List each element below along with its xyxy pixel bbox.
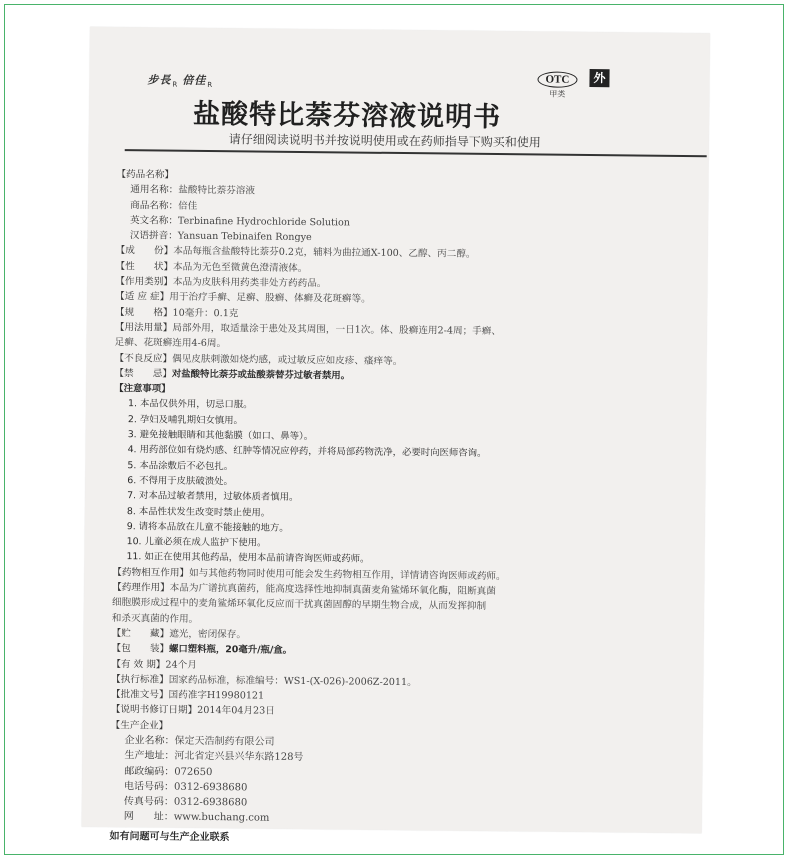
info-label: 【贮 藏】 [111, 627, 170, 640]
precaution-item: 1. 本品仅供外用，切忌口服。 [128, 398, 253, 411]
info-value: 遮光，密闭保存。 [169, 628, 247, 641]
info-value: 本品每瓶含盐酸特比萘芬0.2克，辅料为曲拉通X-100、乙醇、丙二醇。 [173, 246, 476, 261]
info-value: 对盐酸特比萘芬或盐酸萘替芬过敏者禁用。 [171, 368, 351, 382]
info-value: 螺口塑料瓶，20毫升/瓶/盒。 [169, 643, 293, 657]
info-value: 细胞膜形成过程中的麦角鲨烯环氧化反应而干扰真菌固醇的早期生物合成，从而发挥抑制 [111, 597, 487, 613]
info-value: 0312-6938680 [174, 781, 248, 794]
precautions-list [112, 396, 694, 570]
info-value: 偶见皮肤刺激如烧灼感，或过敏反应如皮疹、瘙痒等。 [172, 353, 403, 367]
info-label: 生产地址： [124, 750, 175, 762]
section-header-precautions: 【注意事项】 [114, 383, 171, 395]
info-label: 【规 格】 [114, 306, 173, 319]
info-value: 倍佳 [178, 200, 198, 212]
otc-class: 甲类 [549, 89, 566, 99]
info-value: 和杀灭真菌的作用。 [111, 612, 199, 625]
section-list [114, 244, 695, 388]
info-label: 【批准文号】 [110, 689, 169, 701]
info-label: 【包 装】 [111, 643, 170, 655]
info-label: 【禁 忌】 [114, 367, 173, 380]
info-value: 本品为皮肤科用药类非处方药药品。 [172, 276, 327, 290]
company-list [110, 733, 691, 831]
info-label: 商品名称： [130, 199, 179, 212]
title-divider [125, 149, 707, 157]
precaution-item: 2. 孕妇及哺乳期妇女慎用。 [127, 413, 244, 427]
info-value: 用于治疗手癣、足癣、股癣、体癣及花斑癣等。 [169, 291, 371, 306]
info-value: 0312-6938680 [173, 796, 248, 809]
precaution-item: 10. 儿童必须在成人监护下使用。 [126, 536, 267, 549]
info-value: 保定天浩制药有限公司 [174, 735, 275, 748]
info-label: 电话号码： [124, 781, 175, 793]
leaflet-body [109, 167, 696, 850]
info-value: 24个月 [165, 659, 197, 671]
info-value: 局部外用，取适量涂于患处及其周围，一日1次。体、股癣连用2-4周；手癣、 [172, 322, 502, 338]
precaution-item: 5. 本品涂敷后不必包扎。 [127, 459, 234, 472]
info-label: 【成 份】 [115, 245, 174, 258]
info-value: Yansuan Tebinaifen Rongye [177, 230, 312, 244]
precaution-item: 4. 用药部位如有烧灼感、红肿等情况应停药，并将局部药物洗净，必要时向医师咨询。 [127, 444, 487, 460]
info-label: 传真号码： [123, 796, 174, 808]
precaution-item: 7. 对本品过敏者禁用，过敏体质者慎用。 [127, 490, 299, 504]
info-label: 英文名称： [129, 215, 179, 227]
info-value: 10毫升：0.1克 [172, 307, 239, 319]
info-label: 【药物相互作用】 [112, 566, 190, 579]
info-label: 【适 应 症】 [115, 291, 170, 303]
section-header-company: 【生产企业】 [110, 719, 169, 732]
precaution-item: 11. 如正在使用其他药品，使用本品前请咨询医师或药师。 [126, 551, 370, 566]
precaution-item: 6. 不得用于皮肤破溃处。 [127, 475, 234, 488]
info-label: 汉语拼音： [129, 230, 178, 242]
info-value: 2014年04月23日 [197, 705, 275, 718]
info-value: 河北省定兴县兴华东路128号 [174, 750, 304, 764]
otc-mark [537, 67, 577, 99]
info-value: Terbinafine Hydrochloride Solution [177, 215, 351, 229]
info-label: 【执行标准】 [111, 673, 169, 686]
info-label: 【药理作用】 [112, 582, 170, 594]
brand-logo: 步長$_R$ 倍佳$_R$ [147, 73, 214, 90]
info-label: 【不良反应】 [114, 352, 173, 365]
precaution-item: 8. 本品性状发生改变时禁止使用。 [126, 505, 271, 519]
document-title: 盐酸特比萘芬溶液说明书 [192, 98, 502, 134]
document-subtitle: 请仔细阅读说明书并按说明使用或在药师指导下购买和使用 [228, 132, 541, 150]
info-value: 本品为广谱抗真菌药，能高度选择性地抑制真菌麦角鲨烯环氧化酶，阻断真菌 [169, 582, 496, 598]
info-label: 【性 状】 [115, 260, 174, 273]
info-value: 如与其他药物同时使用可能会发生药物相互作用，详情请咨询医师或药师。 [188, 567, 506, 582]
info-label: 【说明书修订日期】 [110, 704, 198, 717]
info-label: 通用名称： [130, 184, 179, 196]
section-list-2 [111, 565, 693, 724]
precaution-item: 9. 请将本品放在儿童不能接触的地方。 [126, 520, 289, 534]
otc-badge: OTC [537, 71, 577, 87]
info-label: 【有 效 期】 [111, 658, 166, 671]
info-value: 本品为无色至微黄色澄清液体。 [173, 261, 308, 274]
leaflet-paper [82, 27, 710, 844]
info-value: www.buchang.com [173, 812, 270, 825]
drug-name-list [116, 182, 697, 249]
info-value: 国药准字H19980121 [168, 689, 265, 702]
info-value: 足癣、花斑癣连用4-6周。 [114, 337, 227, 350]
precaution-item: 3. 避免接触眼睛和其他黏膜（如口、鼻等）。 [127, 429, 314, 443]
info-label: 【作用类别】 [115, 276, 173, 288]
info-label: 【用法用量】 [114, 321, 173, 334]
info-value: 072650 [174, 766, 213, 778]
info-value: 国家药品标准，标准编号：WS1-(X-026)-2006Z-2011。 [168, 674, 417, 689]
info-label: 企业名称： [124, 735, 175, 747]
info-label: 邮政编码： [124, 765, 175, 778]
info-label: 网 址： [123, 811, 174, 824]
section-header-drug-name: 【药品名称】 [116, 169, 175, 181]
info-value: 盐酸特比萘芬溶液 [178, 184, 256, 197]
external-use-badge: 外 [589, 69, 609, 87]
footer-note: 如有问题可与生产企业联系 [109, 830, 230, 844]
